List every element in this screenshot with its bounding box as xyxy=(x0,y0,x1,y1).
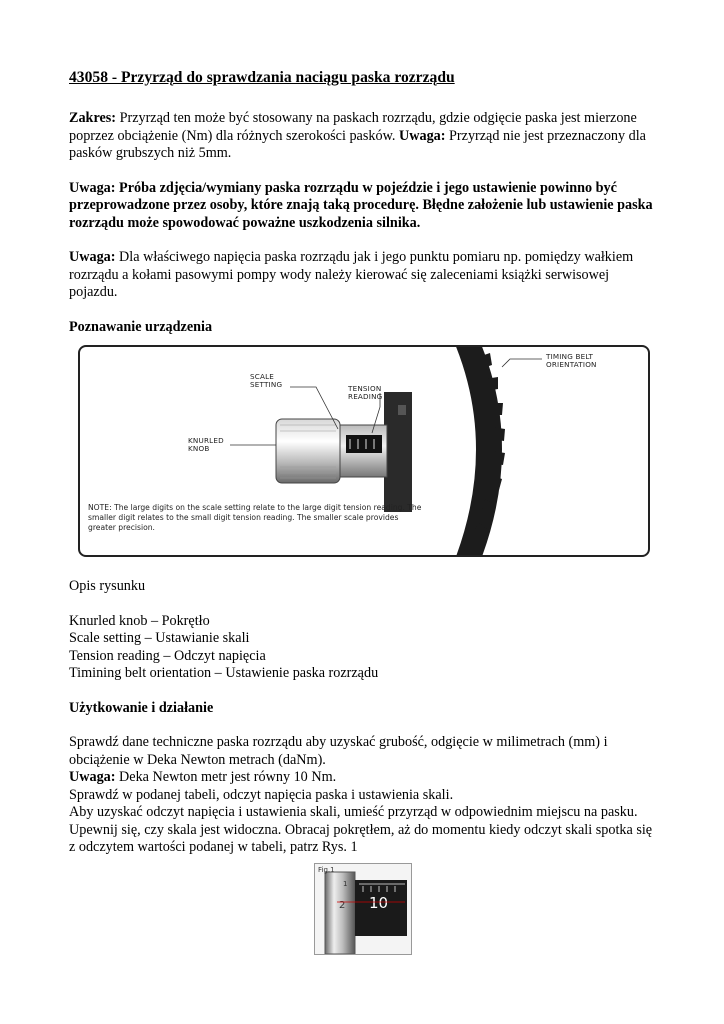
document-body xyxy=(69,68,659,336)
usage-line: Aby uzyskać odczyt napięcia i ustawienia skali, umieść przyrząd w odpowiednim miejscu na pasku. Upewnij się, czy skala jest widoczna. Obracaj pokrętłem, aż do momentu kiedy odczyt skali spotka się z odczytem wartości podanej w tabeli, patrz Rys. 1 xyxy=(69,804,653,855)
section-heading-usage xyxy=(69,700,659,718)
scope-text: Przyrząd ten może być stosowany na paskach rozrządu, gdzie odgięcie paska jest mierzone poprzez obciążenie (Nm) dla różnych szerokości pasków. xyxy=(69,110,637,144)
label-timing-belt: TIMING BELT ORIENTATION xyxy=(546,352,597,370)
tension-note-paragraph xyxy=(69,249,659,302)
device-diagram xyxy=(78,345,650,557)
page-title: 43058 - Przyrząd do sprawdzania naciągu paska rozrządu xyxy=(69,69,455,86)
section-heading-device-text: Poznawanie urządzenia xyxy=(69,318,213,335)
caption-item: Knurled knob – Pokrętło xyxy=(69,612,210,629)
knob-edge xyxy=(325,872,355,954)
label-knurled-knob: KNURLED KNOB xyxy=(188,436,224,454)
usage-line: Sprawdź dane techniczne paska rozrządu aby uzyskać grubość, odgięcie w milimetrach (mm) i obciążenie w Deka Newton metrach (daNm). xyxy=(69,734,608,768)
caption-item: Tension reading – Odczyt napięcia xyxy=(69,647,266,664)
figure-1-photo xyxy=(314,863,412,955)
usage-line: Sprawdź w podanej tabeli, odczyt napięcia paska i ustawienia skali. xyxy=(69,786,454,803)
tension-note-lead: Uwaga: xyxy=(69,249,116,265)
scope-note-lead: Uwaga: xyxy=(398,127,446,144)
reading-value: 10 xyxy=(369,894,389,912)
caption-item: Timining belt orientation – Ustawienie paska rozrządu xyxy=(69,665,379,681)
label-scale-setting: SCALE SETTING xyxy=(250,372,283,390)
warning-text: Uwaga: Próba zdjęcia/wymiany paska rozrządu w pojeździe i jego ustawienie powinno być przeprowadzone przez osoby, które znają taką procedurę. Błędne założenie lub ustawienie paska rozrządu może spowodować poważne uszkodzenia silnika. xyxy=(69,179,653,231)
usage-note-lead: Uwaga: xyxy=(69,769,116,785)
large-digit: 2 xyxy=(339,900,346,911)
caption-title: Opis rysunku xyxy=(69,578,146,594)
caption-section xyxy=(69,578,659,857)
section-heading-device xyxy=(69,319,659,337)
tension-note-text: Dla właściwego napięcia paska rozrządu jak i jego punktu pomiaru np. pomiędzy wałkiem rozrządu a kołami pasowymi pompy wody należy kierować się zaleceniami książki serwisowej pojazdu. xyxy=(69,249,634,300)
warning-paragraph xyxy=(69,180,659,233)
figure-1-tag: Fig.1 xyxy=(318,866,335,874)
figure-1-illustration xyxy=(315,864,411,954)
scope-lead: Zakres: xyxy=(69,110,117,126)
caption-item: Scale setting – Ustawianie skali xyxy=(69,630,250,646)
knurled-knob xyxy=(276,419,340,483)
scope-paragraph xyxy=(69,110,659,163)
figure-note: NOTE: The large digits on the scale setting relate to the large digit tension reading. The smaller digit relates to the small digit tension reading. The smaller scale provides greater precision. xyxy=(88,503,422,532)
small-mark: 1 xyxy=(343,880,348,888)
usage-note xyxy=(69,769,659,787)
section-heading-usage-text: Użytkowanie i działanie xyxy=(69,699,214,716)
scope-note-text: Przyrząd nie jest przeznaczony dla pasków grubszych niż 5mm. xyxy=(69,127,646,161)
label-tension-reading: TENSION READING xyxy=(348,384,383,402)
usage-note-text: Deka Newton metr jest równy 10 Nm. xyxy=(115,769,337,785)
